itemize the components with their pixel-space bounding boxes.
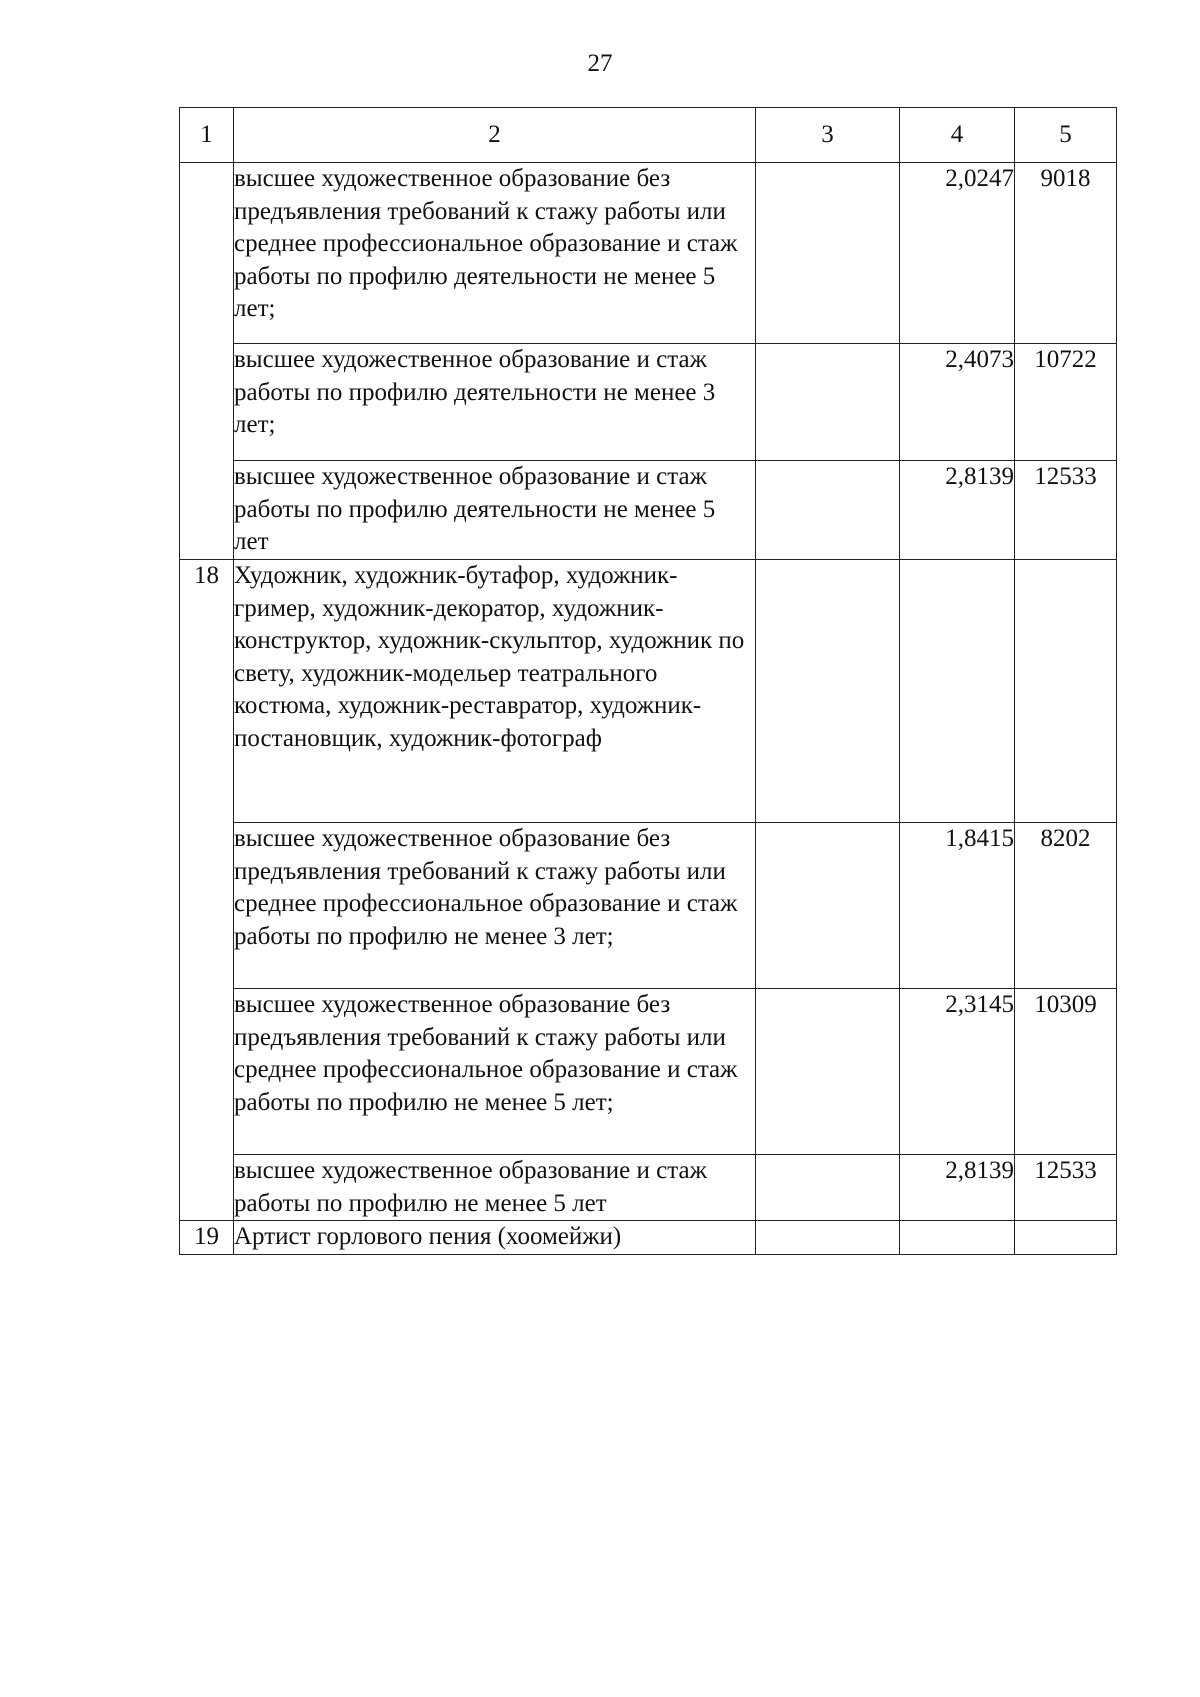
salary-value: 10722 [1015,344,1117,461]
col3-cell [756,163,900,344]
requirement-text: высшее художественное образование без предъявления требований к стажу работы или среднее профессиональное образование и стаж работы по профилю не менее 5 лет; [234,989,756,1155]
col3-cell [756,560,900,823]
table-row [180,989,1117,1155]
col3-cell [756,823,900,989]
header-cell-5: 5 [1015,108,1117,163]
coefficient-value: 2,8139 [900,1155,1015,1221]
position-title: Артист горлового пения (хоомейжи) [234,1221,756,1255]
col3-cell [756,461,900,560]
table-row [180,163,1117,344]
header-cell-2: 2 [234,108,756,163]
table-row [180,823,1117,989]
col4-cell [900,1221,1015,1255]
header-cell-4: 4 [900,108,1015,163]
coefficient-value: 2,8139 [900,461,1015,560]
coefficient-value: 2,3145 [900,989,1015,1155]
row-number: 19 [180,1221,234,1255]
row-number: 18 [180,560,234,1221]
table-row [180,1155,1117,1221]
coefficient-value: 1,8415 [900,823,1015,989]
salary-value: 12533 [1015,461,1117,560]
table-row [180,461,1117,560]
col5-cell [1015,1221,1117,1255]
position-title: Художник, художник-бутафор, художник-гример, художник-декоратор, художник-конструктор, художник-скульптор, художник по свету, художник-модельер театрального костюма, художник-реставратор, художник-постановщик, художник-фотограф [234,560,756,823]
requirement-text: высшее художественное образование и стаж работы по профилю деятельности не менее 3 лет; [234,344,756,461]
requirement-text: высшее художественное образование и стаж работы по профилю не менее 5 лет [234,1155,756,1221]
coefficient-value: 2,4073 [900,344,1015,461]
salary-value: 12533 [1015,1155,1117,1221]
coefficient-value: 2,0247 [900,163,1015,344]
salary-value: 9018 [1015,163,1117,344]
row-number-cell [180,163,234,560]
requirement-text: высшее художественное образование без предъявления требований к стажу работы или среднее профессиональное образование и стаж работы по профилю деятельности не менее 5 лет; [234,163,756,344]
col3-cell [756,989,900,1155]
requirement-text: высшее художественное образование без предъявления требований к стажу работы или среднее профессиональное образование и стаж работы по профилю не менее 3 лет; [234,823,756,989]
salary-value: 10309 [1015,989,1117,1155]
page-number: 27 [587,50,613,77]
col3-cell [756,344,900,461]
table-row [180,1221,1117,1255]
col3-cell [756,1221,900,1255]
table-header-row [180,108,1117,163]
table-row [180,344,1117,461]
qualification-table [179,107,1117,1255]
salary-value: 8202 [1015,823,1117,989]
col3-cell [756,1155,900,1221]
table-row [180,560,1117,823]
requirement-text: высшее художественное образование и стаж работы по профилю деятельности не менее 5 лет [234,461,756,560]
header-cell-1: 1 [180,108,234,163]
col5-cell [1015,560,1117,823]
col4-cell [900,560,1015,823]
header-cell-3: 3 [756,108,900,163]
